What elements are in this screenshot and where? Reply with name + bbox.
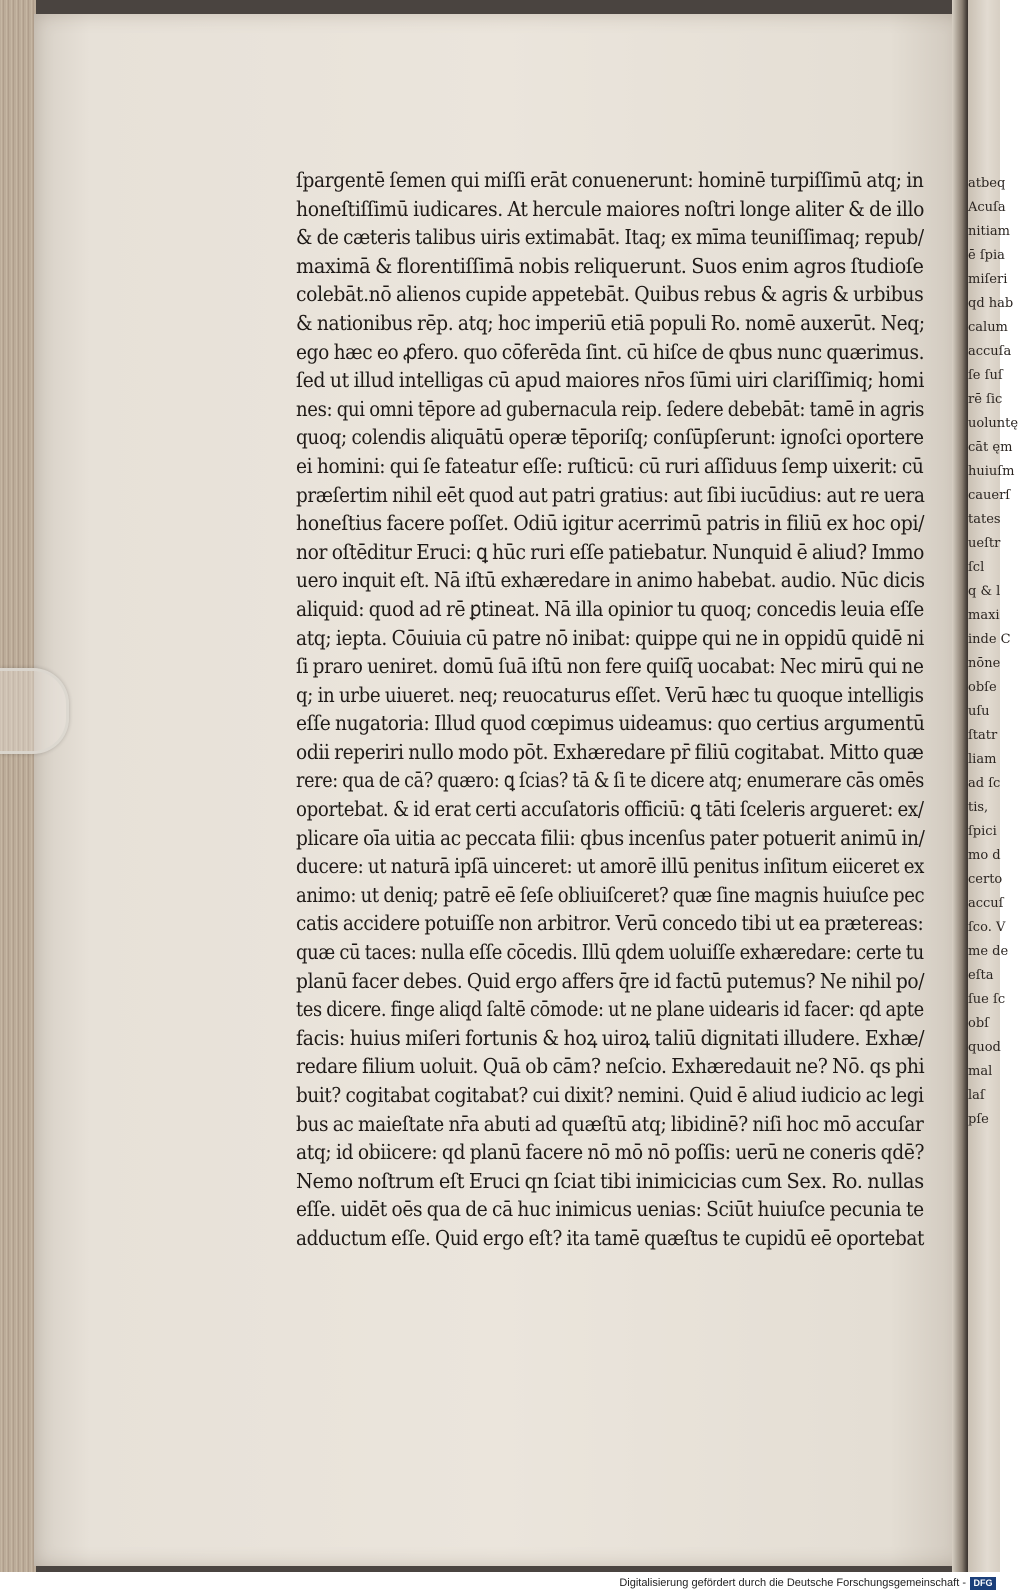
facing-text-fragment: laſ — [968, 1088, 985, 1103]
facing-text-fragment: cāt ęm — [968, 440, 1013, 455]
text-line: ſpargentē ſemen qui miſſi erāt conuenerunt: hominē turpiſſimū atq; in — [296, 168, 924, 192]
facing-text-fragment: atbeq — [968, 176, 1006, 191]
footer-bar — [0, 1572, 1000, 1596]
facing-text-fragment: mo d — [968, 848, 1001, 863]
facing-text-fragment: accuſa — [968, 344, 1012, 359]
text-line: facis: huius miſeri fortunis & hoꝝ uiroꝝ taliū dignitati illudere. Exhæ/ — [296, 1025, 925, 1050]
text-line: nor oſtēditur Eruci: ꝗ hūc ruri eſſe patiebatur. Nunquid ē aliud? Immo — [296, 539, 925, 564]
facing-text-fragment: tis, — [968, 800, 989, 815]
text-line: atq; iepta. Cōuiuia cū patre nō inibat: quippe qui ne in oppidū quidē ni — [296, 625, 924, 650]
facing-text-fragment: q & l — [968, 584, 1001, 599]
text-line: uero inquit eſt. Nā iſtū exhæredare in animo habebat. audio. Nūc dicis — [296, 568, 925, 593]
funding-credit: Digitalisierung gefördert durch die Deutsche Forschungsgemeinschaft - — [619, 1577, 966, 1589]
facing-text-fragment: nōne — [968, 656, 1001, 671]
incunable-text-block — [296, 166, 926, 1253]
facing-text-fragment: tates — [968, 512, 1001, 527]
facing-text-fragment: maxi — [968, 608, 1000, 623]
text-line: ducere: ut naturā ipſā uinceret: ut amorē illū penitus inſitum eiiceret ex — [296, 854, 925, 879]
facing-text-fragment: ſpici — [968, 824, 997, 839]
text-line: eſſe nugatoria: Illud quod cœpimus uideamus: quo certius argumentū — [296, 711, 925, 736]
facing-text-fragment: ſue ſc — [968, 992, 1006, 1007]
facing-text-fragment: miſeri — [968, 272, 1008, 287]
text-line: oportebat. & id erat certi accuſatoris officiū: ꝗ tāti ſceleris argueret: ex/ — [296, 797, 924, 822]
facing-text-fragment: ſcl — [968, 560, 985, 575]
facing-text-fragment: calum — [968, 320, 1008, 335]
text-line: planū facer debes. Quid ergo affers q̄re id factū putemus? Ne nihil po/ — [296, 968, 925, 993]
facing-text-fragment: ueſtr — [968, 536, 1001, 551]
facing-text-fragment: ad ſc — [968, 776, 1001, 791]
facing-text-fragment: mal — [968, 1064, 993, 1079]
facing-text-fragment: pſe — [968, 1112, 989, 1127]
text-line: maximā & florentiſſimā nobis reliquerunt. Suos enim agros ſtudioſe — [296, 253, 924, 278]
page-stack-edge — [0, 0, 36, 1572]
text-line: atq; id obiicere: qd planū facere nō mō nō poſſis: uerū ne coneris qdē? — [296, 1140, 925, 1165]
text-line: buit? cogitabat cogitabat? cui dixit? nemini. Quid ē aliud iudicio ac legi — [296, 1083, 924, 1107]
text-line: colebāt.nō alienos cupide appetebāt. Quibus rebus & agris & urbibus — [296, 282, 924, 307]
facing-text-fragment: accuſ — [968, 896, 1004, 911]
text-line: eſſe. uidēt oēs qua de cā huc inimicus uenias: Sciūt huiuſce pecunia te — [296, 1197, 924, 1222]
recto-page-edge — [968, 0, 1018, 1572]
text-line: rere: qua de cā? quæro: ꝗ ſcias? tā & ſi te dicere atq; enumerare cās omēs — [296, 768, 924, 793]
text-line: adductum eſſe. Quid ergo eſt? ita tamē quæſtus te cupidū eē oportebat — [296, 1225, 925, 1250]
facing-text-fragment: liam — [968, 752, 997, 767]
text-line: animo: ut deniq; patrē eē ſeſe obliuiſceret? quæ ſine magnis huiuſce pec — [296, 882, 925, 907]
facing-text-fragment: ſtatr — [968, 728, 998, 743]
facing-text-fragment: inde C — [968, 632, 1011, 647]
facing-text-fragment: eſta — [968, 968, 994, 983]
facing-text-fragment: quod — [968, 1040, 1001, 1055]
facing-text-fragment: me de — [968, 944, 1009, 959]
text-line: tes dicere. finge aliqd ſaltē cōmode: ut ne plane uidearis id facer: qd apte — [296, 997, 924, 1022]
text-line: & de cæteris talibus uiris extimabāt. Itaq; ex mīma teuniſſimaq; repub/ — [296, 225, 924, 250]
text-line: honeſtiſſimū iudicares. At hercule maiores noſtri longe aliter & de illo — [296, 196, 925, 221]
facing-text-fragment: uſu — [968, 704, 990, 719]
text-line: honeſtius facere poſſet. Odiū igitur acerrimū patris in filiū ex hoc opi/ — [296, 511, 925, 536]
facing-text-fragment: certo — [968, 872, 1003, 887]
text-line: & nationibus rēp. atq; hoc imperiū etiā populi Ro. nomē auxerūt. Neq; — [296, 310, 925, 335]
text-line: bus ac maieſtate nr̄a abuti ad quæſtū atq; libidinē? niſi hoc mō accuſar — [296, 1111, 924, 1136]
facing-text-fragment: rē ſic — [968, 392, 1003, 407]
facing-text-fragment: obſ — [968, 1016, 989, 1031]
facing-text-fragment: ſe ſuſ — [968, 368, 1003, 383]
facing-text-fragment: ſco. V — [968, 920, 1006, 935]
facing-text-fragment: cauerſ — [968, 488, 1011, 503]
text-line: plicare oīa uitia ac peccata filii: qbus incenſus pater potuerit animū in/ — [296, 825, 925, 850]
text-line: ſi praro ueniret. domū ſuā iſtū non fere quiſq̄ uocabat: Nec mirū qui ne — [296, 654, 924, 679]
dfg-logo-icon: DFG — [970, 1577, 996, 1590]
text-line: quæ cū taces: nulla eſſe cōcedis. Illū qdem uoluiſſe exhæredare: certe tu — [296, 940, 924, 965]
text-line: odii reperiri nullo modo pōt. Exhæredare pr̄ filiū cogitabat. Mitto quæ — [296, 739, 924, 764]
text-line: redare filium uoluit. Quā ob cām? neſcio. Exhæredauit ne? Nō. qs phi — [296, 1054, 925, 1079]
facing-text-fragment: ē ſpia — [968, 248, 1005, 263]
facing-text-fragment: huiuſm — [968, 464, 1015, 479]
text-line: catis accidere potuiſſe non arbitror. Verū concedo tibi ut ea prætereas: — [296, 911, 924, 936]
text-line: quoq; colendis aliquātū operæ tēporiſq; conſūpſerunt: ignoſci oportere — [296, 425, 924, 450]
facing-text-fragment: obſe — [968, 680, 997, 695]
text-line: aliquid: quod ad rē ꝑtineat. Nā illa opinior tu quoq; concedis leuia eſſe — [296, 596, 924, 621]
facing-text-fragment: uoluntę — [968, 416, 1018, 431]
text-line: q; in urbe uiueret. neq; reuocaturus eſſet. Verū hæc tu quoque intelligis — [296, 682, 924, 707]
facing-page-text — [968, 172, 1018, 1132]
text-line: ſed ut illud intelligas cū apud maiores nr̄os ſūmi uiri clariſſimiq; homi — [296, 368, 925, 393]
facing-text-fragment: nitiam — [968, 224, 1010, 239]
page-clip — [0, 668, 69, 754]
text-line: præſertim nihil eēt quod aut patri gratius: aut ſibi iucūdius: aut re uera — [296, 482, 925, 507]
text-line: ego hæc eo ꝓfero. quo cōferēda ſint. cū hiſce de qbus nunc quærimus. — [296, 339, 925, 364]
text-line: ei homini: qui ſe fateatur eſſe: ruſticū: cū ruri aſſiduus ſemp uixerit: cū — [296, 453, 924, 478]
facing-text-fragment: qd hab — [968, 296, 1014, 311]
text-line: Nemo noſtrum eſt Eruci qn ſciat tibi inimicicias cum Sex. Ro. nullas — [296, 1168, 924, 1193]
text-line: nes: qui omni tēpore ad gubernacula reip. ſedere debebāt: tamē in agris — [296, 396, 925, 421]
facing-text-fragment: Acuſa — [968, 200, 1006, 215]
